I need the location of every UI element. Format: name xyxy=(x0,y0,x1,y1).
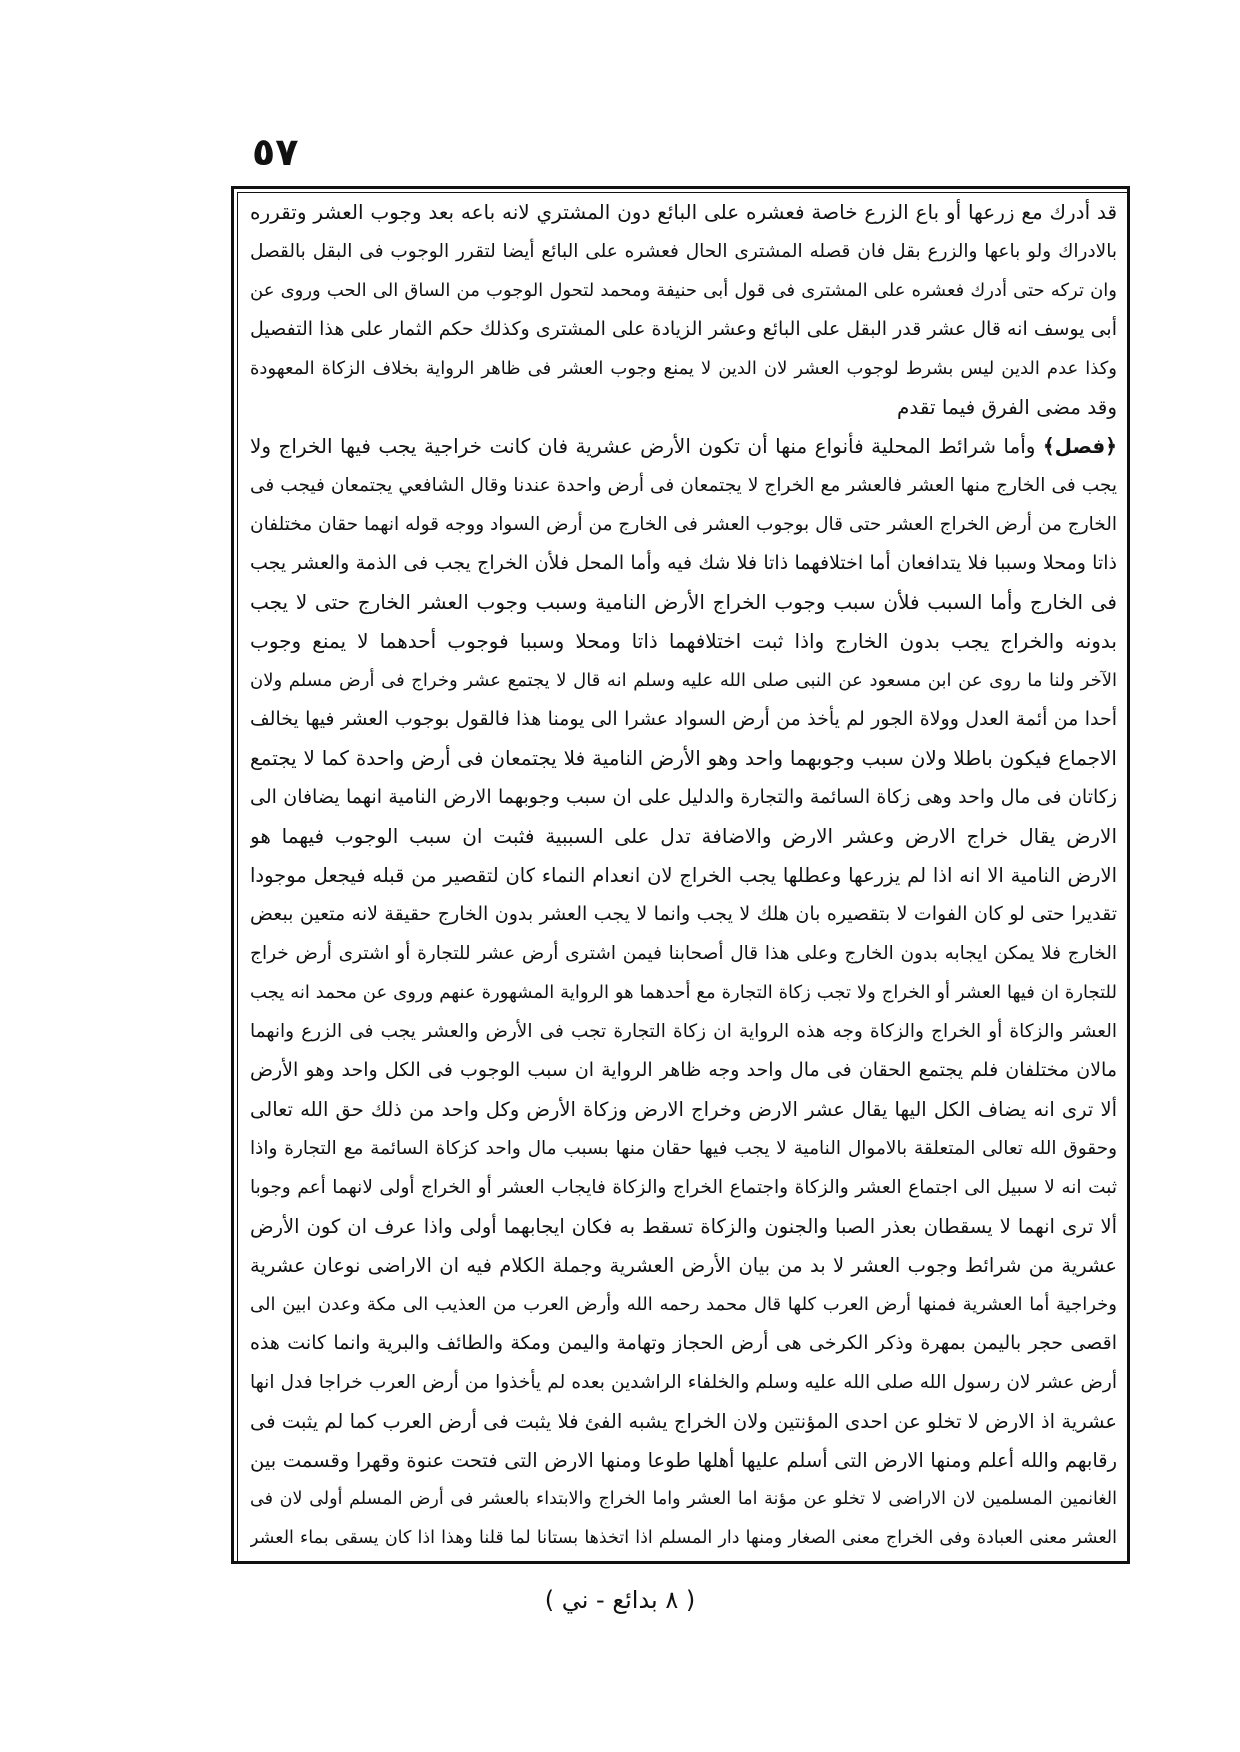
text-line: تقديرا حتى لو كان الفوات لا بتقصيره بان هلك لا يجب وانما لا يجب العشر بدون الخارج حقيقة لانه متعين ببعض xyxy=(250,903,1117,925)
text-line: بدونه والخراج يجب بدون الخارج واذا ثبت اختلافهما ذاتا ومحلا وسببا فوجوب أحدهما لا يمنع وجوب xyxy=(250,629,1117,653)
text-line: للتجارة ان فيها العشر أو الخراج ولا تجب زكاة التجارة مع أحدهما هو الرواية المشهورة عنهم وروى عن محمد انه يجب xyxy=(250,982,1117,1003)
text-line: عشرية من شرائط وجوب العشر لا بد من بيان الأرض العشرية وجملة الكلام فيه ان الاراضى نوعان عشرية xyxy=(250,1254,1117,1277)
text-line: الآخر ولنا ما روى عن ابن مسعود عن النبى صلى الله عليه وسلم انه قال لا يجتمع عشر وخراج فى أرض مسلم ولان xyxy=(250,670,1117,691)
text-line: يجب فى الخارج منها العشر فالعشر مع الخراج لا يجتمعان فى أرض واحدة عندنا وقال الشافعي يجتمعان فيجب فى xyxy=(250,475,1117,496)
text-line: ألا ترى انهما لا يسقطان بعذر الصبا والجنون والزكاة تسقط به فكان ايجابهما أولى واذا عرف ان كون الأرض xyxy=(250,1215,1117,1238)
text-frame xyxy=(231,186,1130,1564)
text-line: الخارج من أرض الخراج العشر حتى قال بوجوب العشر فى الخارج من أرض السواد ووجه قوله انهما حقان مختلفان xyxy=(250,514,1117,535)
text-line: الارض النامية الا انه اذا لم يزرعها وعطلها يجب الخراج لان انعدام النماء كان لتقصير من قبله فيجعل موجودا xyxy=(250,864,1117,887)
section-line-text: وأما شرائط المحلية فأنواع منها أن تكون الأرض عشرية فان كانت خراجية يجب فيها الخراج ولا xyxy=(250,434,1036,458)
text-line: وحقوق الله تعالى المتعلقة بالاموال النامية لا يجب فيها حقان منها بسبب مال واحد كزكاة السائمة مع التجارة واذا xyxy=(250,1138,1117,1159)
page-number: ٥٧ xyxy=(252,130,299,174)
text-line: رقابهم والله أعلم ومنها الارض التى أسلم عليها أهلها طوعا ومنها الارض التى فتحت عنوة وقهرا وقسمت بين xyxy=(250,1449,1117,1472)
text-line: العشر والزكاة أو الخراج والزكاة وجه هذه الرواية ان زكاة التجارة تجب فى الأرض والعشر يجب فى الزرع وانهما xyxy=(250,1021,1117,1042)
text-line: أبى يوسف انه قال عشر قدر البقل على البائع وعشر الزيادة على المشترى وكذلك حكم الثمار على هذا التفصيل xyxy=(250,318,1117,340)
text-line: وخراجية أما العشرية فمنها أرض العرب كلها قال محمد رحمه الله وأرض العرب من العذيب الى مكة وعدن ابين الى xyxy=(250,1294,1117,1315)
text-line: العشر معنى العبادة وفى الخراج معنى الصغار ومنها دار المسلم اذا اتخذها بستانا لما قلنا وهذا اذا كان يسقى بماء العشر xyxy=(250,1528,1117,1548)
text-line: الارض يقال خراج الارض وعشر الارض والاضافة تدل على السببية فثبت ان سبب الوجوب فيهما هو xyxy=(250,824,1117,848)
text-line: ثبت انه لا سبيل الى اجتماع العشر والزكاة واجتماع الخراج والزكاة فايجاب العشر أو الخراج أولى لانهما أعم وجوبا xyxy=(250,1177,1117,1198)
text-line: بالادراك ولو باعها والزرع بقل فان قصله المشترى الحال فعشره على البائع أيضا لتقرر الوجوب فى البقل بالقصل xyxy=(250,241,1117,262)
text-block xyxy=(250,193,1117,1558)
page-footer-signature: ( ٨ بدائع - ني ) xyxy=(544,1586,696,1614)
text-line: الغانمين المسلمين لان الاراضى لا تخلو عن مؤنة اما العشر واما الخراج والابتداء بالعشر فى أرض المسلم أولى لان فى xyxy=(250,1489,1117,1509)
text-line: وقد مضى الفرق فيما تقدم xyxy=(896,395,1117,419)
text-line: الاجماع فيكون باطلا ولان سبب وجوبهما واحد وهو الأرض النامية فلا يجتمعان فى أرض واحدة كما لا يجتمع xyxy=(250,746,1117,770)
text-line: أرض عشر لان رسول الله صلى الله عليه وسلم والخلفاء الراشدين بعده لم يأخذوا من أرض العرب خراجا فدل انها xyxy=(250,1372,1117,1393)
section-heading: ﴿فصل﴾ xyxy=(1042,434,1117,458)
text-line: ألا ترى انه يضاف الكل اليها يقال عشر الارض وخراج الارض وزكاة الأرض وكل واحد من ذلك حق الله تعالى xyxy=(250,1098,1117,1121)
text-line: أحدا من أئمة العدل وولاة الجور لم يأخذ من أرض السواد عشرا الى يومنا هذا فالقول بوجوب العشر فيها يخالف xyxy=(250,708,1117,730)
text-line: عشرية اذ الارض لا تخلو عن احدى المؤنتين ولان الخراج يشبه الفئ فلا يثبت فى أرض العرب كما لم يثبت فى xyxy=(250,1410,1117,1433)
text-line: ذاتا ومحلا وسببا فلا يتدافعان أما اختلافهما ذاتا فلا شك فيه وأما المحل فلأن الخراج يجب فى الذمة والعشر يجب xyxy=(250,552,1117,574)
section-line xyxy=(250,427,1117,466)
text-line: وان تركه حتى أدرك فعشره على المشترى فى قول أبى حنيفة ومحمد لتحول الوجوب من الساق الى الحب وروى عن xyxy=(250,280,1117,301)
text-line: وكذا عدم الدين ليس بشرط لوجوب العشر لان الدين لا يمنع وجوب العشر فى ظاهر الرواية بخلاف الزكاة المعهودة xyxy=(250,358,1117,379)
text-line: زكاتان فى مال واحد وهى زكاة السائمة والتجارة والدليل على ان سبب وجوبهما الارض النامية انهما يضافان الى xyxy=(250,786,1117,808)
text-line: مالان مختلفان فلم يجتمع الحقان فى مال واحد وجه ظاهر الرواية ان سبب الوجوب فى الكل واحد وهو الأرض xyxy=(250,1059,1117,1081)
text-line: فى الخارج وأما السبب فلأن سبب وجوب الخراج الأرض النامية وسبب وجوب العشر الخارج حتى لا يجب xyxy=(250,590,1117,614)
text-line: اقصى حجر باليمن بمهرة وذكر الكرخى هى أرض الحجاز وتهامة واليمن ومكة والطائف والبرية وانما كانت هذه xyxy=(250,1332,1117,1354)
text-line: قد أدرك مع زرعها أو باع الزرع خاصة فعشره على البائع دون المشتري لانه باعه بعد وجوب العشر وتقرره xyxy=(250,200,1117,224)
text-line: الخارج فلا يمكن ايجابه بدون الخارج وعلى هذا قال أصحابنا فيمن اشترى أرض عشر للتجارة أو اشترى أرض خراج xyxy=(250,943,1117,964)
